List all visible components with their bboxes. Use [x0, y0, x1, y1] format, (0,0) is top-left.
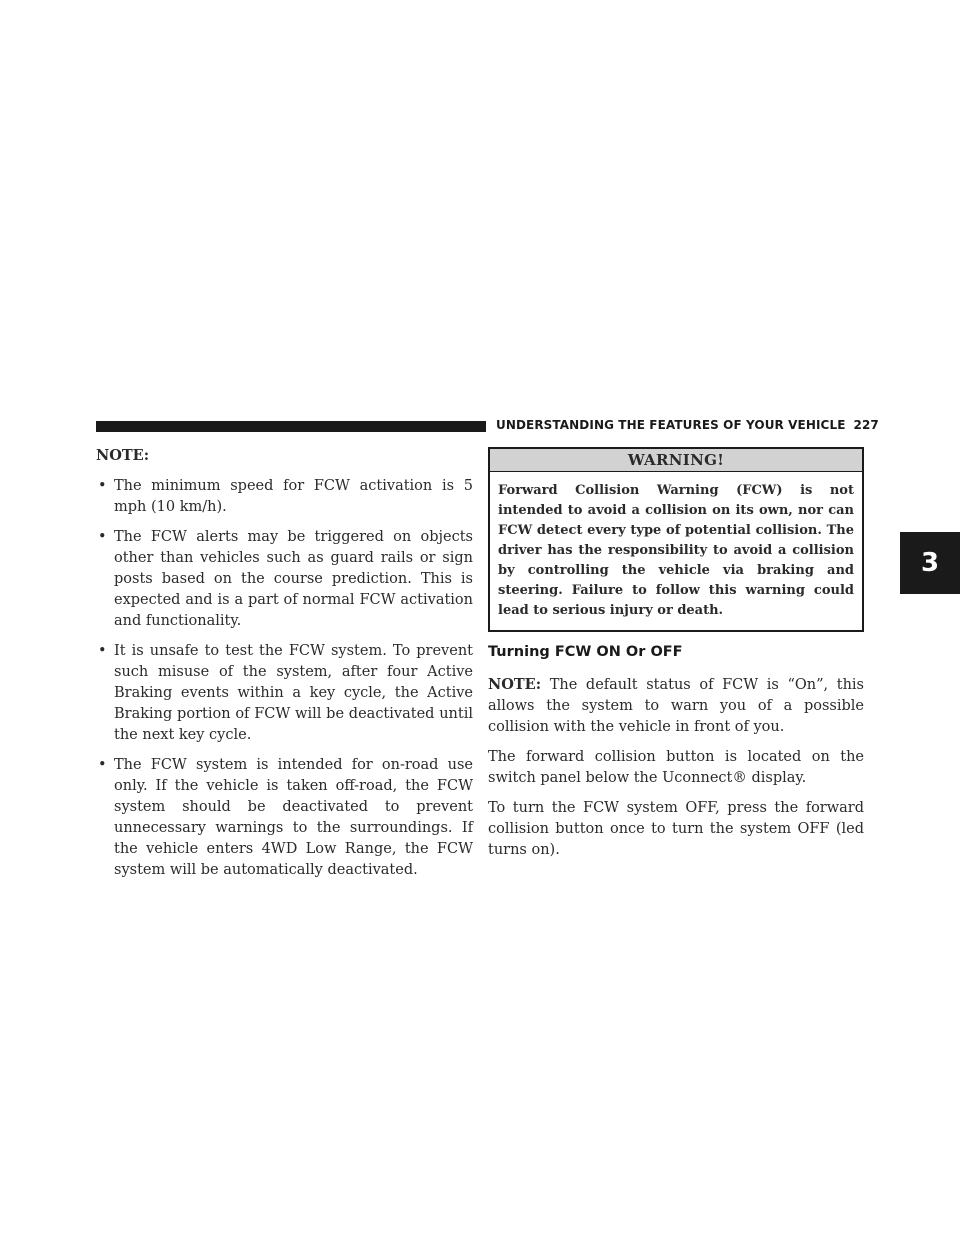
warning-body: Forward Collision Warning (FCW) is not intended to avoid a collision on its own, nor can FCW detect every type of potential collision. The driver has the responsibility to avoid a collision by controlling the vehicle via braking and steering. Failure to follow this warning could lead to serious injury or death.	[498, 483, 854, 618]
list-item	[96, 755, 473, 881]
right-column	[488, 447, 864, 870]
note-title: NOTE:	[96, 447, 150, 464]
page-number: 227	[853, 418, 879, 432]
warning-title: WARNING!	[490, 449, 862, 472]
chapter-tab: 3	[900, 532, 960, 594]
paragraph: The forward collision button is located on the switch panel below the Uconnect® display.	[488, 749, 864, 786]
note-lead: NOTE:	[488, 676, 542, 693]
header-title: UNDERSTANDING THE FEATURES OF YOUR VEHICLE	[496, 418, 846, 432]
note-text: The default status of FCW is “On”, this allows the system to warn you of a possible collision with the vehicle in front of you.	[488, 677, 864, 735]
bullet-icon: •	[98, 643, 107, 659]
section-heading: Turning FCW ON Or OFF	[488, 644, 683, 660]
running-header	[496, 418, 879, 432]
header-rule	[96, 421, 486, 432]
note-paragraph	[488, 674, 864, 738]
warning-box	[488, 447, 864, 632]
bullet-text: The minimum speed for FCW activation is 5 mph (10 km/h).	[114, 478, 473, 515]
list-item	[96, 641, 473, 746]
bullet-icon: •	[98, 529, 107, 545]
bullet-text: The FCW system is intended for on-road use only. If the vehicle is taken off-road, the FCW system should be deactivated to prevent unnecessary warnings to the surroundings. If the vehicle enters 4WD Low Range, the FCW system will be automatically deactivated.	[114, 757, 473, 878]
left-column	[96, 447, 473, 890]
bullet-icon: •	[98, 757, 107, 773]
bullet-text: The FCW alerts may be triggered on objects other than vehicles such as guard rails or sign posts based on the course prediction. This is expected and is a part of normal FCW activation and functionality.	[114, 529, 473, 629]
bullet-icon: •	[98, 478, 107, 494]
bullet-text: It is unsafe to test the FCW system. To prevent such misuse of the system, after four Active Braking events within a key cycle, the Active Braking portion of FCW will be deactivated until the next key cycle.	[114, 643, 473, 743]
note-bullet-list	[96, 476, 473, 881]
paragraph: To turn the FCW system OFF, press the forward collision button once to turn the system OFF (led turns on).	[488, 800, 864, 858]
list-item	[96, 527, 473, 632]
list-item	[96, 476, 473, 518]
